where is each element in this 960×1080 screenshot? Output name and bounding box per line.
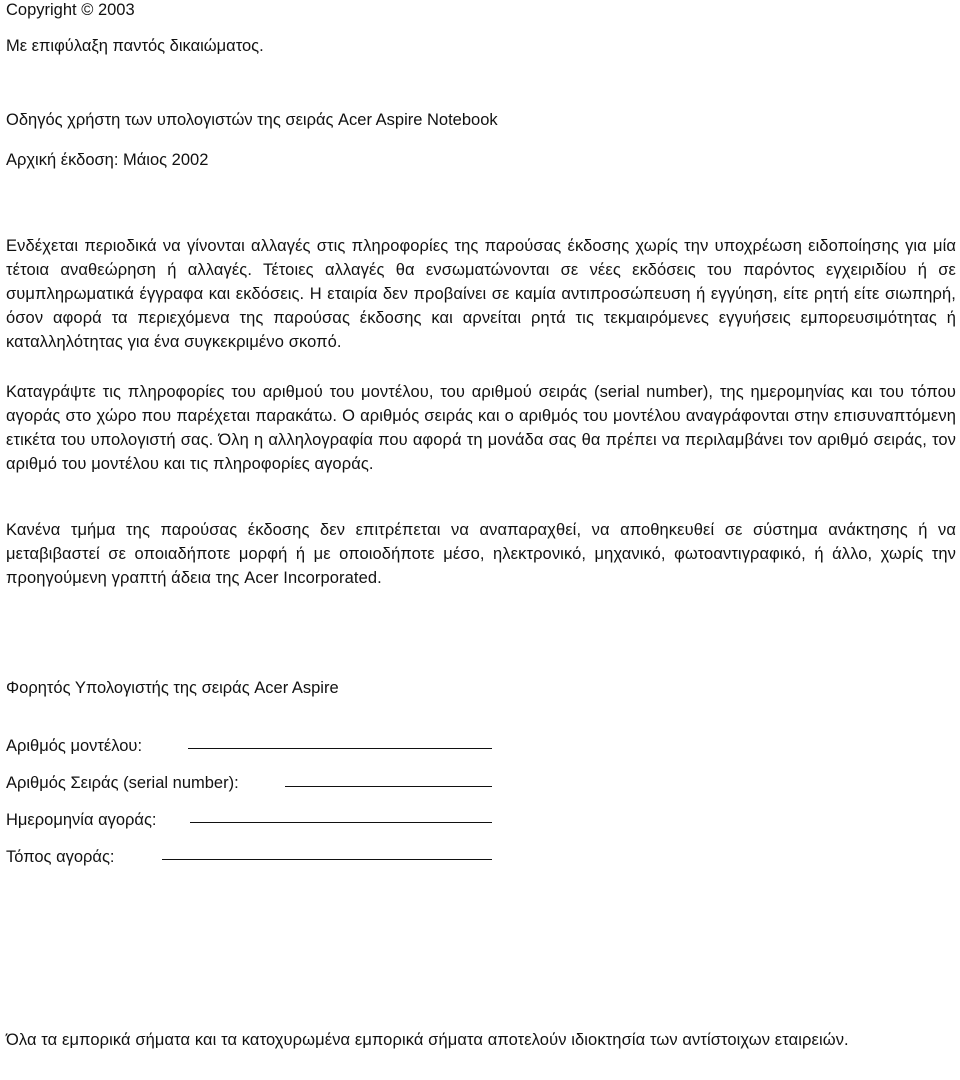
model-number-label: Αριθμός μοντέλου:: [6, 737, 143, 755]
model-number-field: [6, 734, 142, 758]
purchase-place-line: [162, 859, 492, 860]
trademarks-paragraph: Όλα τα εμπορικά σήματα και τα κατοχυρωμένα εμπορικά σήματα αποτελούν ιδιοκτησία των αντίστοιχων εταιρειών.: [6, 1031, 849, 1049]
document-page: [6, 0, 956, 1080]
copyright-line: Copyright © 2003: [6, 1, 135, 19]
purchase-place-field: [6, 845, 115, 869]
serial-number-line: [285, 786, 492, 787]
purchase-date-field: [6, 808, 157, 832]
purchase-place-label: Τόπος αγοράς:: [6, 848, 115, 866]
changes-paragraph: Ενδέχεται περιοδικά να γίνονται αλλαγές στις πληροφορίες της παρούσας έκδοσης χωρίς την υποχρέωση ειδοποίησης για μία τέτοια αναθεώρηση ή αλλαγές. Τέτοιες αλλαγές θα ενσωματώνονται σε νέες εκδόσεις του παρόντος εγχειριδίου ή σε συμπληρωματικά έγγραφα και εκδόσεις. Η εταιρία δεν προβαίνει σε καμία αντιπροσώπευση ή εγγύηση, είτε ρητή είτε σιωπηρή, όσον αφορά τα περιεχόμενα της παρούσας έκδοσης και αρνείται ρητά τις τεκμαιρόμενες εγγυήσεις εμπορευσιμότητας ή καταλληλότητας για ένα συγκεκριμένο σκοπό.: [6, 237, 956, 351]
serial-number-field: [6, 771, 239, 795]
record-paragraph: Καταγράψτε τις πληροφορίες του αριθμού του μοντέλου, του αριθμού σειράς (serial number), της ημερομηνίας και του τόπου αγοράς στο χώρο που παρέχεται παρακάτω. Ο αριθμός σειράς και ο αριθμός του μοντέλου αναγράφονται στην επισυναπτόμενη ετικέτα του υπολογιστή σας. Όλη η αλληλογραφία που αφορά τη μονάδα σας θα πρέπει να περιλαμβάνει τον αριθμό σειράς, τον αριθμό του μοντέλου και τις πληροφορίες αγοράς.: [6, 383, 956, 473]
serial-number-label: Αριθμός Σειράς (serial number):: [6, 774, 239, 792]
reproduction-paragraph: Κανένα τμήμα της παρούσας έκδοσης δεν επιτρέπεται να αναπαραχθεί, να αποθηκευθεί σε σύστημα ανάκτησης ή να μεταβιβαστεί σε οποιαδήποτε μορφή ή με οποιοδήποτε μέσο, ηλεκτρονικό, μηχανικό, φωτοαντιγραφικό, ή άλλο, χωρίς την προηγούμενη γραπτή άδεια της Acer Incorporated.: [6, 521, 956, 587]
purchase-date-line: [190, 822, 492, 823]
guide-title: Οδηγός χρήστη των υπολογιστών της σειράς Acer Aspire Notebook: [6, 111, 498, 129]
model-number-line: [188, 748, 492, 749]
purchase-date-label: Ημερομηνία αγοράς:: [6, 811, 157, 829]
rights-line: Με επιφύλαξη παντός δικαιώματος.: [6, 37, 264, 55]
edition-line: Αρχική έκδοση: Μάιος 2002: [6, 151, 209, 169]
form-heading: Φορητός Υπολογιστής της σειράς Acer Aspire: [6, 679, 339, 697]
